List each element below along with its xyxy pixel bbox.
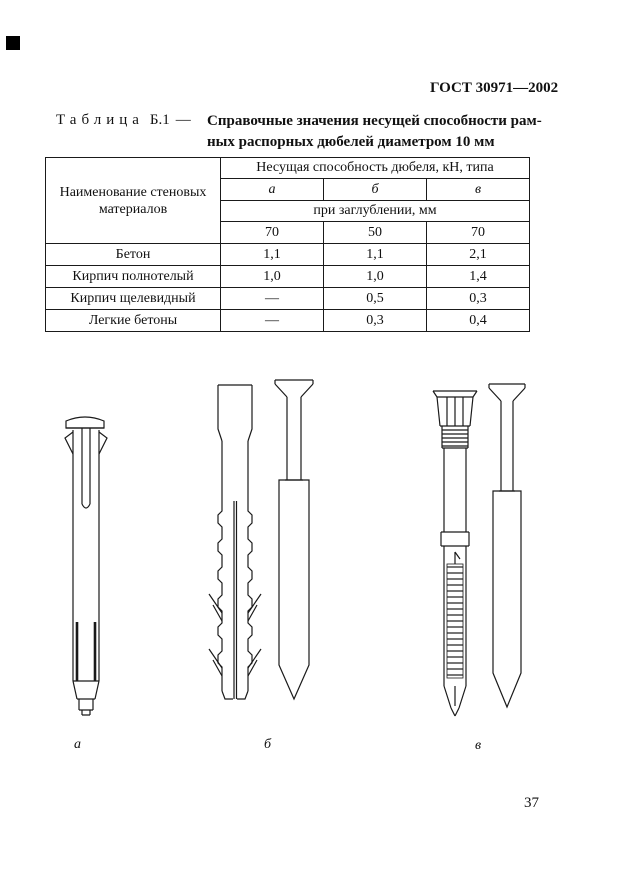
value-cell: — — [221, 288, 324, 310]
caption-number: Б.1 — [149, 112, 170, 128]
caption-word: Таблица — [56, 112, 144, 128]
figure-screw-v-drawing — [485, 381, 529, 711]
depth-value-a: 70 — [221, 222, 324, 244]
figure-label-a: а — [74, 737, 81, 752]
figure-screw-b-drawing — [272, 377, 316, 709]
material-cell: Бетон — [46, 244, 221, 266]
value-cell: 1,4 — [427, 266, 530, 288]
document-code-header: ГОСТ 30971—2002 — [430, 80, 559, 96]
scan-artifact-square — [6, 36, 20, 50]
caption-title-line2: ных распорных дюбелей диаметром 10 мм — [207, 134, 495, 150]
ribbed-dowel-illustration — [430, 386, 480, 718]
header-type-a: а — [221, 179, 324, 201]
caption-dash: — — [175, 112, 191, 128]
screw-illustration — [485, 381, 529, 711]
table-row — [46, 266, 530, 288]
metal-frame-dowel-illustration — [58, 384, 114, 718]
figure-sleeve-b-drawing — [205, 383, 269, 707]
page-number: 37 — [524, 795, 539, 811]
table-b1 — [45, 157, 530, 332]
value-cell: 0,3 — [324, 310, 427, 332]
value-cell: 0,3 — [427, 288, 530, 310]
value-cell: 2,1 — [427, 244, 530, 266]
material-cell: Кирпич щелевидный — [46, 288, 221, 310]
table-caption-label — [56, 112, 191, 129]
caption-title-line1: Справочные значения несущей способности рам- — [207, 113, 542, 129]
material-cell: Кирпич полнотелый — [46, 266, 221, 288]
header-depth: при заглублении, мм — [221, 201, 530, 222]
value-cell: 1,1 — [221, 244, 324, 266]
value-cell: 1,0 — [324, 266, 427, 288]
figure-dowel-v-drawing — [430, 386, 480, 718]
depth-value-b: 50 — [324, 222, 427, 244]
figure-dowel-a-drawing — [58, 384, 114, 718]
value-cell: 0,4 — [427, 310, 530, 332]
value-cell: 0,5 — [324, 288, 427, 310]
table-row — [46, 288, 530, 310]
value-cell: 1,0 — [221, 266, 324, 288]
header-capacity-group: Несущая способность дюбеля, кН, типа — [221, 158, 530, 179]
figure-label-b: б — [264, 737, 272, 752]
table-row — [46, 244, 530, 266]
value-cell: 1,1 — [324, 244, 427, 266]
table-caption-title — [207, 111, 552, 153]
header-type-v: в — [427, 179, 530, 201]
plastic-sleeve-illustration — [205, 383, 269, 707]
header-type-b: б — [324, 179, 427, 201]
header-materials: Наименование стеновых материалов — [46, 158, 221, 244]
depth-value-v: 70 — [427, 222, 530, 244]
figure-label-v: в — [475, 738, 482, 753]
table-row — [46, 310, 530, 332]
material-cell: Легкие бетоны — [46, 310, 221, 332]
screw-illustration — [272, 377, 316, 709]
value-cell: — — [221, 310, 324, 332]
